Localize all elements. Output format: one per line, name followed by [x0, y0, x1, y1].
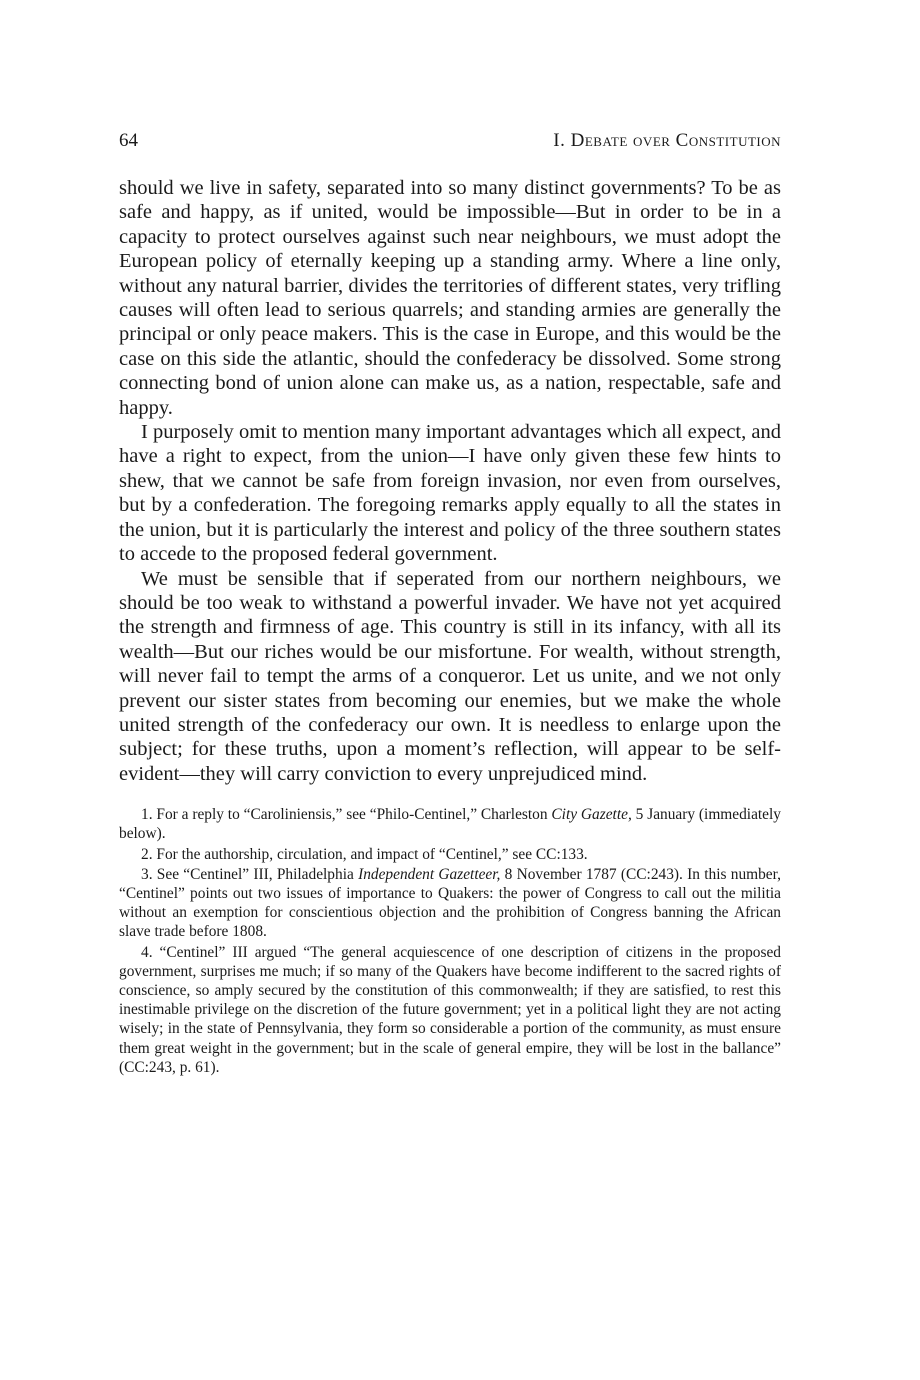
- body-paragraph: We must be sensible that if seperated from our northern neighbours, we should be too weak to withstand a powerful invader. We have not yet acquired the strength and firmness of age. This country is still in its infancy, with all its wealth—But our riches would be our misfortune. For wealth, without strength, will never fail to tempt the arms of a conqueror. Let us unite, and we not only prevent our sister states from becoming our enemies, but we make the whole united strength of the confederacy our own. It is needless to enlarge upon the subject; for these truths, upon a moment’s reflection, will appear to be self-evident—they will carry conviction to every unprejudiced mind.: [119, 567, 781, 785]
- body-paragraph: I purposely omit to mention many important advantages which all expect, and have a right to expect, from the union—I have only given these few hints to shew, that we cannot be safe from foreign invasion, nor even from ourselves, but by a confederation. The foregoing remarks apply equally to all the states in the union, but it is particularly the interest and policy of the three southern states to accede to the proposed federal government.: [119, 421, 781, 566]
- footnote-2: 2. For the authorship, circulation, and impact of “Centinel,” see CC:133.: [141, 845, 588, 863]
- footnote-1: [119, 805, 781, 843]
- footnote-italic-title: City Gazette,: [551, 806, 632, 824]
- footnote-italic-title: Independent Gazetteer,: [358, 865, 501, 883]
- footnote-3: [119, 865, 781, 942]
- document-page: [119, 128, 781, 1077]
- body-paragraph: should we live in safety, separated into so many distinct governments? To be as safe and happy, as if united, would be impossible—But in order to be in a capacity to protect ourselves against such near neighbours, we must adopt the European policy of eternally keeping up a standing army. Where a line only, without any natural barrier, divides the territories of different states, very trifling causes will often lead to serious quarrels; and standing armies are generally the principal or only peace makers. This is the case in Europe, and this would be the case on this side the atlantic, should the confederacy be dissolved. Some strong connecting bond of union alone can make us, as a nation, respectable, safe and happy.: [119, 177, 781, 419]
- footnote-text: 5 January (immediately below).: [119, 806, 781, 843]
- body-text: [119, 176, 781, 786]
- footnote-text: 1. For a reply to “Caroliniensis,” see “Philo-Centinel,” Charleston: [141, 806, 552, 824]
- footnote-4: 4. “Centinel” III argued “The general acquiescence of one description of citizens in the proposed government, surprises me much; if so many of the Quakers have become indifferent to the sacred rights of conscience, so amply secured by the constitution of this commonwealth; if they are satisfied, to rest this inestimable privilege on the discretion of the future government; yet in a political light they are not acting wisely; in the state of Pennsylvania, they form so considerable a portion of the community, as must ensure them great weight in the government; but in the scale of general empire, they will be lost in the ballance” (CC:243, p. 61).: [119, 943, 781, 1076]
- page-number: 64: [119, 130, 138, 151]
- footnotes: [119, 805, 781, 1077]
- running-head: [119, 128, 781, 154]
- running-title: I. Debate over Constitution: [553, 130, 781, 151]
- footnote-text: 8 November 1787 (CC:243). In this number, “Centinel” points out two issues of importance to Quakers: the power of Congress to call out the militia without an exemption for conscientious objection and the prohibition of Congress banning the African slave trade before 1808.: [119, 865, 781, 941]
- footnote-text: 3. See “Centinel” III, Philadelphia: [141, 865, 359, 883]
